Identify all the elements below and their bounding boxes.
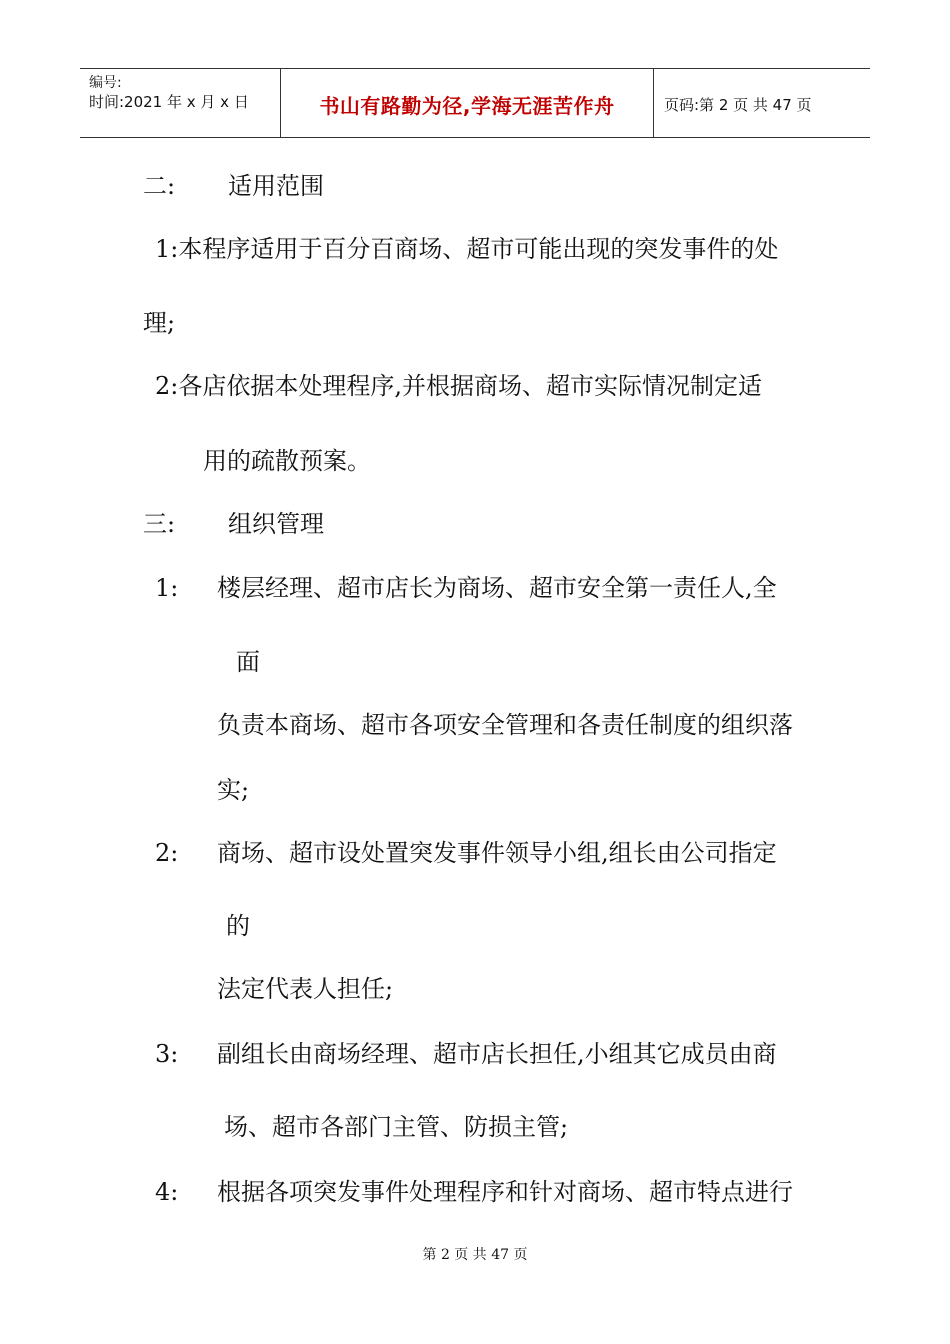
item-1-line-1: 楼层经理、超市店长为商场、超市安全第一责任人,全 (217, 574, 777, 602)
item-4-number: 4: (155, 1178, 179, 1206)
item-2-line-2: 的 (226, 912, 250, 940)
header-page-number: 页码:第 2 页 共 47 页 (664, 96, 812, 114)
item-2-line-1: 商场、超市设处置突发事件领导小组,组长由公司指定 (217, 839, 777, 867)
header-motto: 书山有路勤为径,学海无涯苦作舟 (319, 94, 615, 118)
header-meta-cell (80, 69, 281, 137)
header-motto-cell (281, 69, 654, 137)
item-3-line-2: 场、超市各部门主管、防损主管; (224, 1113, 569, 1141)
item-1-number: 1: (155, 574, 179, 602)
item-3-number: 3: (155, 1040, 179, 1068)
item-1-line-3: 负责本商场、超市各项安全管理和各责任制度的组织落 (217, 711, 793, 739)
item-2-line-3: 法定代表人担任; (217, 975, 394, 1003)
section-2-number: 二: (143, 172, 176, 200)
paragraph-2-line-2: 用的疏散预案。 (203, 447, 371, 475)
document-header (80, 68, 870, 138)
section-3-number: 三: (143, 510, 176, 538)
item-1-line-4: 实; (217, 776, 250, 804)
item-3-line-1: 副组长由商场经理、超市店长担任,小组其它成员由商 (217, 1040, 777, 1068)
paragraph-1-line-2: 理; (143, 309, 176, 337)
doc-number-label: 编号: (89, 75, 122, 91)
section-2-title: 适用范围 (228, 172, 324, 200)
section-3-title: 组织管理 (228, 510, 324, 538)
doc-time-label: 时间:2021 年 x 月 x 日 (89, 93, 249, 111)
item-2-number: 2: (155, 839, 179, 867)
paragraph-2-line-1: 2:各店依据本处理程序,并根据商场、超市实际情况制定适 (155, 372, 762, 400)
paragraph-1-line-1: 1:本程序适用于百分百商场、超市可能出现的突发事件的处 (155, 235, 779, 263)
header-page-cell (654, 69, 870, 137)
item-1-line-2: 面 (236, 648, 260, 676)
footer-page-number: 第 2 页 共 47 页 (422, 1247, 528, 1263)
item-4-line-1: 根据各项突发事件处理程序和针对商场、超市特点进行 (217, 1178, 793, 1206)
